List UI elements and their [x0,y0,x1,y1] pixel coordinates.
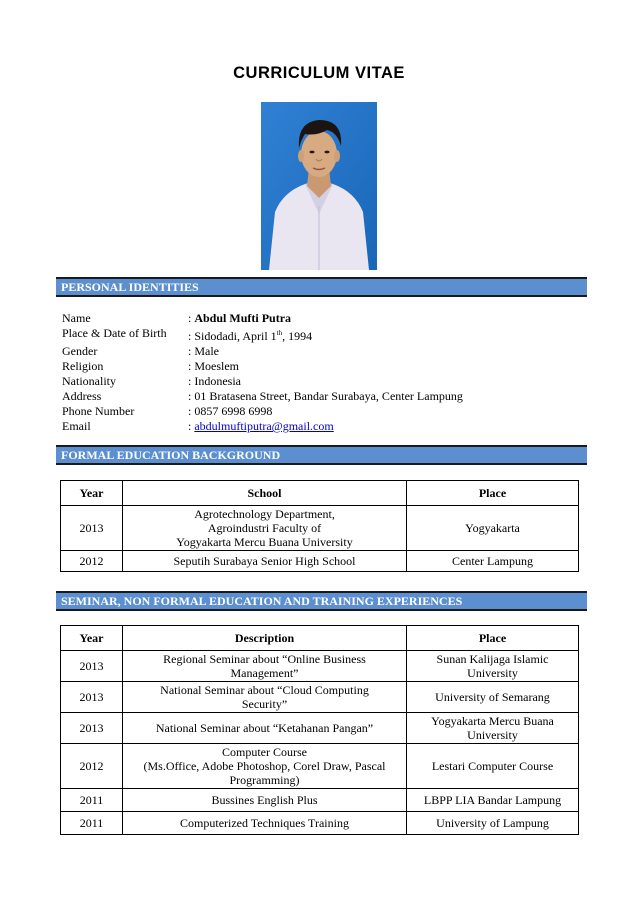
section-header-seminar: SEMINAR, NON FORMAL EDUCATION AND TRAINING EXPERIENCES [56,591,587,611]
gender-label: Gender [62,344,98,358]
seminar-year: 2012 [61,744,123,789]
place-line: Sunan Kalijaga Islamic [436,652,549,666]
name-text: Abdul Mufti Putra [194,311,292,325]
seminar-year: 2013 [61,713,123,744]
desc-line: National Seminar about “Cloud Computing [160,683,369,697]
place-line: University [467,728,518,742]
seminar-header-row [61,626,579,651]
phone-label: Phone Number [62,404,135,418]
education-place: Yogyakarta [407,506,579,551]
gender-value: : Male [188,344,219,358]
religion-label: Religion [62,359,104,373]
seminar-header-description: Description [123,626,407,651]
seminar-place [407,651,579,682]
personal-row-gender [62,344,463,359]
seminar-header-place: Place [407,626,579,651]
seminar-description: National Seminar about “Ketahanan Pangan” [123,713,407,744]
seminar-place: University of Lampung [407,812,579,835]
desc-line: Management” [230,666,299,680]
seminar-header-year: Year [61,626,123,651]
seminar-description: Computerized Techniques Training [123,812,407,835]
seminar-place: University of Semarang [407,682,579,713]
birth-suffix: , 1994 [282,329,313,343]
seminar-year: 2011 [61,812,123,835]
desc-line: (Ms.Office, Adobe Photoshop, Corel Draw, Pascal [143,759,386,773]
email-link[interactable]: abdulmuftiputra@gmail.com [194,419,334,433]
place-line: University [467,666,518,680]
education-header-year: Year [61,481,123,506]
school-line: Agroindustri Faculty of [207,521,322,535]
seminar-description [123,744,407,789]
school-line: Yogyakarta Mercu Buana University [176,535,353,549]
table-row [61,713,579,744]
seminar-year: 2011 [61,789,123,812]
seminar-year: 2013 [61,651,123,682]
desc-line: Programming) [229,773,300,787]
table-row [61,682,579,713]
seminar-table [60,625,579,835]
birth-label: Place & Date of Birth [62,326,167,340]
religion-value: : Moeslem [188,359,239,373]
education-year: 2013 [61,506,123,551]
personal-row-email [62,419,463,434]
table-row [61,789,579,812]
table-row [61,744,579,789]
desc-line: Regional Seminar about “Online Business [163,652,366,666]
seminar-year: 2013 [61,682,123,713]
email-value [188,419,463,434]
seminar-place [407,713,579,744]
seminar-description [123,651,407,682]
personal-row-religion [62,359,463,374]
email-colon: : [188,419,192,433]
birth-sup: th [276,329,283,337]
birth-value [188,326,463,344]
place-line: Yogyakarta Mercu Buana [431,714,554,728]
education-school [123,506,407,551]
education-school: Seputih Surabaya Senior High School [123,551,407,572]
seminar-description [123,682,407,713]
table-row [61,812,579,835]
education-place: Center Lampung [407,551,579,572]
table-row [61,651,579,682]
desc-line: Computer Course [222,745,307,759]
name-label: Name [62,311,91,325]
nationality-label: Nationality [62,374,116,388]
portrait-photo-icon [261,102,377,270]
seminar-place: LBPP LIA Bandar Lampung [407,789,579,812]
page-title: CURRICULUM VITAE [233,64,405,82]
personal-identities-table [62,311,463,434]
education-header-place: Place [407,481,579,506]
name-value [188,311,463,326]
table-row [61,506,579,551]
birth-prefix: : Sidodadi, April 1 [188,329,277,343]
personal-row-birth [62,326,463,344]
address-label: Address [62,389,102,403]
education-year: 2012 [61,551,123,572]
desc-line: Security” [241,697,288,711]
section-header-education: FORMAL EDUCATION BACKGROUND [56,445,587,465]
address-value: : 01 Bratasena Street, Bandar Surabaya, Center Lampung [188,389,463,403]
education-header-school: School [123,481,407,506]
email-label: Email [62,419,91,433]
phone-value: : 0857 6998 6998 [188,404,273,418]
table-row [61,551,579,572]
personal-row-phone [62,404,463,419]
name-colon: : [188,311,192,325]
personal-row-address [62,389,463,404]
school-line: Agrotechnology Department, [194,507,335,521]
personal-row-name [62,311,463,326]
education-header-row [61,481,579,506]
seminar-description: Bussines English Plus [123,789,407,812]
personal-row-nationality [62,374,463,389]
section-header-personal: PERSONAL IDENTITIES [56,277,587,297]
education-table [60,480,579,572]
seminar-place: Lestari Computer Course [407,744,579,789]
nationality-value: : Indonesia [188,374,241,388]
